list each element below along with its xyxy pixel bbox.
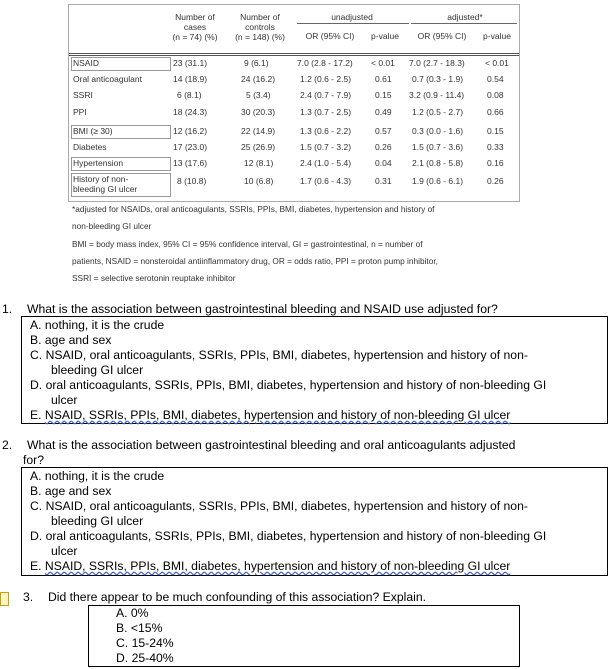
cell-p-adjusted: 0.33	[487, 142, 504, 152]
cell-p-unadjusted: 0.31	[375, 176, 392, 186]
cell-p-unadjusted: 0.04	[375, 158, 392, 168]
row-label-oral-anticoagulant: Oral anticoagulant	[73, 74, 142, 84]
cell-controls: 9 (6.1)	[244, 58, 269, 68]
cell-or-adjusted: 0.3 (0.0 - 1.6)	[412, 126, 464, 136]
cell-p-adjusted: 0.15	[487, 126, 504, 136]
q2-option-e-text: NSAID, SSRIs, PPIs, BMI, diabetes, hypertension and history of non-bleeding GI ulcer	[44, 559, 511, 573]
q2-option-d-text: oral anticoagulants, SSRIs, PPIs, BMI, diabetes, hypertension and history of non-bleeding GI	[45, 529, 547, 543]
cell-or-unadjusted: 1.3 (0.6 - 2.2)	[300, 126, 352, 136]
q1-option-e-text: NSAID, SSRIs, PPIs, BMI, diabetes, hypertension and history of non-bleeding GI ulcer	[44, 408, 511, 422]
cell-controls: 25 (26.9)	[241, 142, 276, 152]
header-divider-double	[69, 55, 519, 56]
q2-option-d[interactable]	[30, 529, 546, 544]
question-3-text: Did there appear to be much confounding of this association? Explain.	[47, 590, 427, 604]
q2-option-e[interactable]	[30, 559, 510, 574]
footnote-adjusted-line2: non-bleeding GI ulcer	[72, 221, 152, 231]
header-cases-line1: Number of	[175, 12, 215, 22]
cell-cases: 14 (18.9)	[173, 74, 208, 84]
cell-or-adjusted: 1.5 (0.7 - 3.6)	[412, 142, 464, 152]
cell-or-unadjusted: 1.5 (0.7 - 3.2)	[300, 142, 352, 152]
q2-option-b[interactable]	[30, 484, 111, 499]
cell-or-unadjusted: 2.4 (0.7 - 7.9)	[300, 90, 352, 100]
header-adjusted: adjusted*	[447, 12, 483, 22]
q1-option-c-line2: bleeding GI ulcer	[51, 363, 144, 377]
row-label-history: History of non-	[73, 174, 129, 184]
header-or-adjusted: OR (95% CI)	[417, 31, 467, 41]
header-p-adjusted: p-value	[483, 31, 511, 41]
footnote-adjusted: *adjusted for NSAIDs, oral anticoagulants, SSRIs, PPIs, BMI, diabetes, hypertension and history of	[72, 204, 435, 214]
row-label-nsaid: NSAID	[73, 58, 99, 68]
header-unadjusted: unadjusted	[331, 12, 373, 22]
q2-option-d-line2: ulcer	[51, 544, 78, 558]
q3-option-a-letter: A.	[116, 606, 128, 620]
q2-option-b-text: age and sex	[44, 484, 112, 498]
q3-option-d-letter: D.	[116, 651, 129, 665]
header-controls-line1: Number of	[240, 12, 280, 22]
q3-option-c[interactable]	[116, 636, 174, 651]
row-label-bmi: BMI (≥ 30)	[73, 126, 113, 136]
header-divider	[69, 53, 519, 54]
row-label-history-line2: bleeding GI ulcer	[73, 184, 138, 194]
cell-or-adjusted: 3.2 (0.9 - 11.4)	[409, 90, 465, 100]
header-controls-line3: (n = 148) (%)	[235, 32, 285, 42]
q2-option-c-letter: C.	[30, 499, 43, 513]
footnote-abbrev-3: SSRI = selective serotonin reuptake inhibitor	[72, 273, 236, 283]
q2-option-b-letter: B.	[30, 484, 42, 498]
row-label-ssri: SSRI	[73, 90, 93, 100]
cell-p-unadjusted: 0.61	[375, 74, 392, 84]
q2-option-a-letter: A.	[30, 469, 42, 483]
q3-option-b-letter: B.	[116, 621, 128, 635]
q1-option-a-text: nothing, it is the crude	[44, 318, 165, 332]
question-2-number: 2.	[2, 438, 13, 452]
cell-cases: 13 (17.6)	[173, 158, 208, 168]
q2-option-c[interactable]	[30, 499, 528, 514]
q1-option-a-letter: A.	[30, 318, 42, 332]
q1-option-e[interactable]	[30, 408, 510, 423]
q2-option-d-letter: D.	[30, 529, 43, 543]
q2-option-a[interactable]	[30, 469, 164, 484]
cell-p-adjusted: 0.08	[487, 90, 504, 100]
header-cases-line2: cases	[183, 22, 207, 32]
question-2-text: What is the association between gastrointestinal bleeding and oral anticoagulants adjusted	[26, 438, 516, 452]
question-1-text: What is the association between gastrointestinal bleeding and NSAID use adjusted for?	[26, 302, 498, 316]
cell-controls: 5 (3.4)	[246, 90, 271, 100]
cell-p-adjusted: 0.54	[487, 74, 504, 84]
cell-or-adjusted: 0.7 (0.3 - 1.9)	[412, 74, 464, 84]
header-cases-line3: (n = 74) (%)	[172, 32, 218, 42]
cell-p-adjusted: 0.66	[487, 107, 504, 117]
q3-option-b[interactable]	[116, 621, 162, 636]
q3-option-c-text: 15-24%	[131, 636, 174, 650]
q1-option-c-letter: C.	[30, 348, 43, 362]
results-table	[68, 4, 520, 202]
cell-p-unadjusted: 0.57	[375, 126, 392, 136]
header-cases	[165, 12, 225, 42]
cell-or-adjusted: 7.0 (2.7 - 18.3)	[409, 58, 465, 68]
cell-or-adjusted: 1.2 (0.5 - 2.7)	[412, 107, 464, 117]
cell-cases: 18 (24.3)	[173, 107, 208, 117]
q1-option-c[interactable]	[30, 348, 528, 363]
header-controls	[229, 12, 291, 42]
comment-icon[interactable]	[0, 592, 9, 606]
cell-controls: 24 (16.2)	[241, 74, 276, 84]
q2-option-c-text: NSAID, oral anticoagulants, SSRIs, PPIs, BMI, diabetes, hypertension and history of non-	[45, 499, 528, 513]
cell-or-unadjusted: 1.2 (0.6 - 2.5)	[300, 74, 352, 84]
row-label-ppi: PPI	[73, 107, 87, 117]
q1-option-b[interactable]	[30, 333, 111, 348]
footnote-abbrev-2: patients, NSAID = nonsteroidal antiinflammatory drug, OR = odds ratio, PPI = proton pump inhibitor,	[72, 256, 438, 266]
q1-option-d-letter: D.	[30, 378, 43, 392]
q3-option-d-text: 25-40%	[131, 651, 174, 665]
cell-controls: 22 (14.9)	[241, 126, 276, 136]
q1-option-b-letter: B.	[30, 333, 42, 347]
question-2	[2, 438, 515, 453]
row-label-diabetes: Diabetes	[73, 142, 107, 152]
q2-option-a-text: nothing, it is the crude	[44, 469, 165, 483]
question-1-number: 1.	[2, 302, 13, 316]
cell-or-unadjusted: 1.3 (0.7 - 2.5)	[300, 107, 352, 117]
header-controls-line2: controls	[245, 22, 275, 32]
q3-option-b-text: <15%	[130, 621, 163, 635]
header-adjusted-rule	[411, 23, 517, 24]
cell-p-unadjusted: 0.49	[375, 107, 392, 117]
cell-cases: 17 (23.0)	[173, 142, 208, 152]
question-1	[2, 302, 498, 317]
cell-p-unadjusted: 0.15	[375, 90, 392, 100]
cell-p-unadjusted: 0.26	[375, 142, 392, 152]
q1-option-d-text: oral anticoagulants, SSRIs, PPIs, BMI, diabetes, hypertension and history of non-bleeding GI	[45, 378, 547, 392]
row-label-hypertension: Hypertension	[73, 158, 124, 168]
q2-option-c-line2: bleeding GI ulcer	[51, 514, 144, 528]
q1-option-e-letter: E.	[30, 408, 42, 422]
cell-or-adjusted: 2.1 (0.8 - 5.8)	[412, 158, 464, 168]
q2-option-e-letter: E.	[30, 559, 42, 573]
cell-controls: 10 (6.8)	[244, 176, 274, 186]
q3-option-c-letter: C.	[116, 636, 129, 650]
header-or-unadjusted: OR (95% CI)	[305, 31, 355, 41]
cell-cases: 6 (8.1)	[177, 90, 202, 100]
q1-option-a[interactable]	[30, 318, 164, 333]
cell-cases: 23 (31.1)	[173, 58, 208, 68]
cell-cases: 12 (16.2)	[173, 126, 208, 136]
cell-p-adjusted: 0.16	[487, 158, 504, 168]
question-3	[23, 590, 426, 605]
q1-option-d[interactable]	[30, 378, 546, 393]
q1-option-c-text: NSAID, oral anticoagulants, SSRIs, PPIs, BMI, diabetes, hypertension and history of non-	[45, 348, 528, 362]
q3-option-a-text: 0%	[130, 606, 149, 620]
cell-p-unadjusted: < 0.01	[371, 58, 395, 68]
cell-or-adjusted: 1.9 (0.6 - 6.1)	[412, 176, 464, 186]
header-unadjusted-rule	[297, 23, 409, 24]
question-2-line2: for?	[23, 453, 45, 467]
footnote-abbrev-1: BMI = body mass index, 95% CI = 95% confidence interval, GI = gastrointestinal, n = number of	[72, 239, 423, 249]
cell-controls: 12 (8.1)	[244, 158, 274, 168]
cell-or-unadjusted: 1.7 (0.6 - 4.3)	[300, 176, 352, 186]
cell-p-adjusted: < 0.01	[485, 58, 509, 68]
q1-option-b-text: age and sex	[44, 333, 112, 347]
q1-option-d-line2: ulcer	[51, 393, 78, 407]
q3-option-d[interactable]	[116, 651, 174, 666]
question-3-number: 3.	[23, 590, 34, 604]
header-p-unadjusted: p-value	[371, 31, 399, 41]
cell-p-adjusted: 0.26	[487, 176, 504, 186]
cell-or-unadjusted: 7.0 (2.8 - 17.2)	[297, 58, 353, 68]
cell-or-unadjusted: 2.4 (1.0 - 5.4)	[300, 158, 352, 168]
cell-cases: 8 (10.8)	[177, 176, 207, 186]
q3-option-a[interactable]	[116, 606, 149, 621]
cell-controls: 30 (20.3)	[241, 107, 276, 117]
